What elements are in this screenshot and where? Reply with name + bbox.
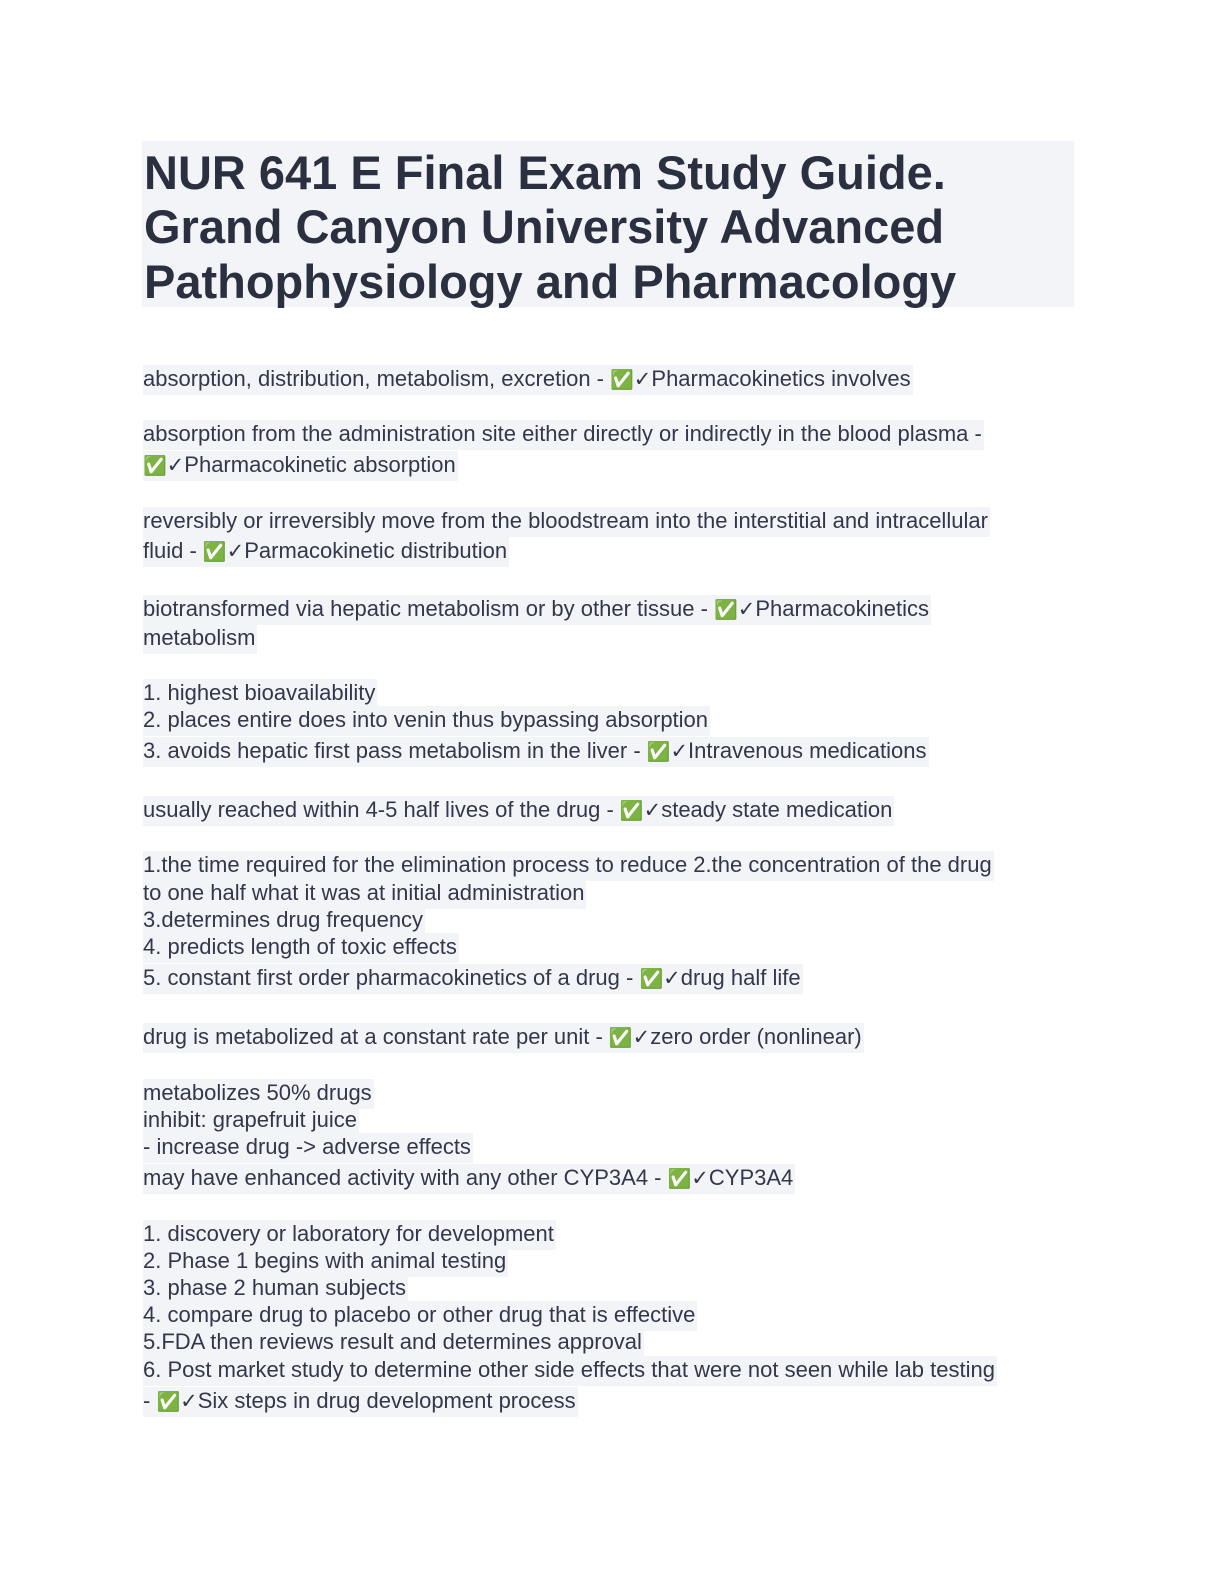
question-text: may have enhanced activity with any other CYP3A4 - — [143, 1165, 668, 1190]
document-title-line-2: Grand Canyon University Advanced — [144, 200, 945, 253]
entry-9-line-2: inhibit: grapefruit juice — [143, 1106, 359, 1136]
check-icon: ✅ — [667, 1168, 692, 1190]
answer-text: Pharmacokinetic absorption — [184, 452, 456, 477]
entry-5-line-1: 1. highest bioavailability — [143, 679, 377, 709]
check-icon: ✅ — [610, 369, 634, 391]
entry-9-line-4 — [143, 1164, 795, 1194]
answer-text: steady state medication — [661, 797, 893, 822]
checkmark-icon: ✓ — [632, 1025, 651, 1049]
document-title-line-3: Pathophysiology and Pharmacology — [144, 255, 957, 308]
question-text: - — [143, 1388, 157, 1413]
answer-text: Parmacokinetic distribution — [244, 538, 508, 563]
entry-3-line-2 — [143, 537, 509, 567]
check-icon: ✅ — [619, 800, 644, 822]
entry-10-line-4: 4. compare drug to placebo or other drug that is effective — [143, 1301, 697, 1331]
question-text: biotransformed via hepatic metabolism or by other tissue - — [143, 596, 715, 621]
entry-2-line-2 — [143, 451, 458, 481]
question-text: absorption, distribution, metabolism, excretion - — [143, 366, 611, 391]
entry-7-line-1: 1.the time required for the elimination process to reduce 2.the concentration of the drug — [143, 851, 994, 881]
answer-text: Six steps in drug development process — [197, 1388, 576, 1413]
checkmark-icon: ✓ — [737, 597, 756, 621]
entry-10-line-1: 1. discovery or laboratory for development — [143, 1220, 556, 1250]
question-text: 5. constant first order pharmacokinetics of a drug - — [143, 965, 640, 990]
question-text: 3. avoids hepatic first pass metabolism in the liver - — [143, 738, 647, 763]
checkmark-icon: ✓ — [166, 453, 185, 477]
check-icon: ✅ — [639, 968, 664, 990]
entry-10-line-3: 3. phase 2 human subjects — [143, 1274, 408, 1304]
entry-10-line-5: 5.FDA then reviews result and determines approval — [143, 1328, 644, 1358]
question-text: drug is metabolized at a constant rate per unit - — [143, 1024, 609, 1049]
answer-text: drug half life — [680, 965, 801, 990]
check-icon: ✅ — [714, 599, 738, 621]
answer-text: Intravenous medications — [688, 738, 927, 763]
entry-1-line-1 — [143, 365, 913, 395]
entry-7-line-5 — [143, 964, 803, 994]
checkmark-icon: ✓ — [663, 966, 681, 990]
entry-4-line-2: metabolism — [143, 624, 257, 654]
entry-5-line-2: 2. places entire does into venin thus bypassing absorption — [143, 706, 710, 736]
entry-9-line-1: metabolizes 50% drugs — [143, 1079, 374, 1109]
check-icon: ✅ — [608, 1027, 633, 1049]
checkmark-icon: ✓ — [643, 798, 662, 822]
answer-text: Pharmacokinetics — [755, 596, 929, 621]
entry-7-line-3: 3.determines drug frequency — [143, 906, 425, 936]
entry-7-line-4: 4. predicts length of toxic effects — [143, 933, 459, 963]
check-icon: ✅ — [143, 455, 167, 477]
answer-text: CYP3A4 — [708, 1165, 794, 1190]
check-icon: ✅ — [646, 741, 671, 763]
checkmark-icon: ✓ — [691, 1166, 709, 1190]
entry-9-line-3: - increase drug -> adverse effects — [143, 1133, 473, 1163]
answer-text: Pharmacokinetics involves — [651, 366, 911, 391]
entry-10-line-2: 2. Phase 1 begins with animal testing — [143, 1247, 508, 1277]
question-text: usually reached within 4-5 half lives of the drug - — [143, 797, 620, 822]
entry-10-line-7 — [143, 1387, 578, 1417]
checkmark-icon: ✓ — [180, 1389, 198, 1413]
checkmark-icon: ✓ — [633, 367, 652, 391]
check-icon: ✅ — [202, 541, 227, 563]
entry-2-line-1: absorption from the administration site either directly or indirectly in the blood plasma - — [143, 420, 984, 450]
document-title-line-1: NUR 641 E Final Exam Study Guide. — [144, 146, 946, 199]
entry-5-line-3 — [143, 737, 929, 767]
checkmark-icon: ✓ — [670, 739, 689, 763]
entry-8-line-1 — [143, 1023, 864, 1053]
entry-6-line-1 — [143, 796, 894, 826]
entry-3-line-1: reversibly or irreversibly move from the bloodstream into the interstitial and intracellular — [143, 507, 990, 537]
entry-10-line-6: 6. Post market study to determine other side effects that were not seen while lab testing — [143, 1356, 997, 1386]
entry-7-line-2: to one half what it was at initial administration — [143, 879, 586, 909]
answer-text: zero order (nonlinear) — [650, 1024, 862, 1049]
check-icon: ✅ — [156, 1391, 181, 1413]
entry-4-line-1 — [143, 595, 931, 625]
checkmark-icon: ✓ — [226, 539, 245, 563]
question-text: fluid - — [143, 538, 203, 563]
